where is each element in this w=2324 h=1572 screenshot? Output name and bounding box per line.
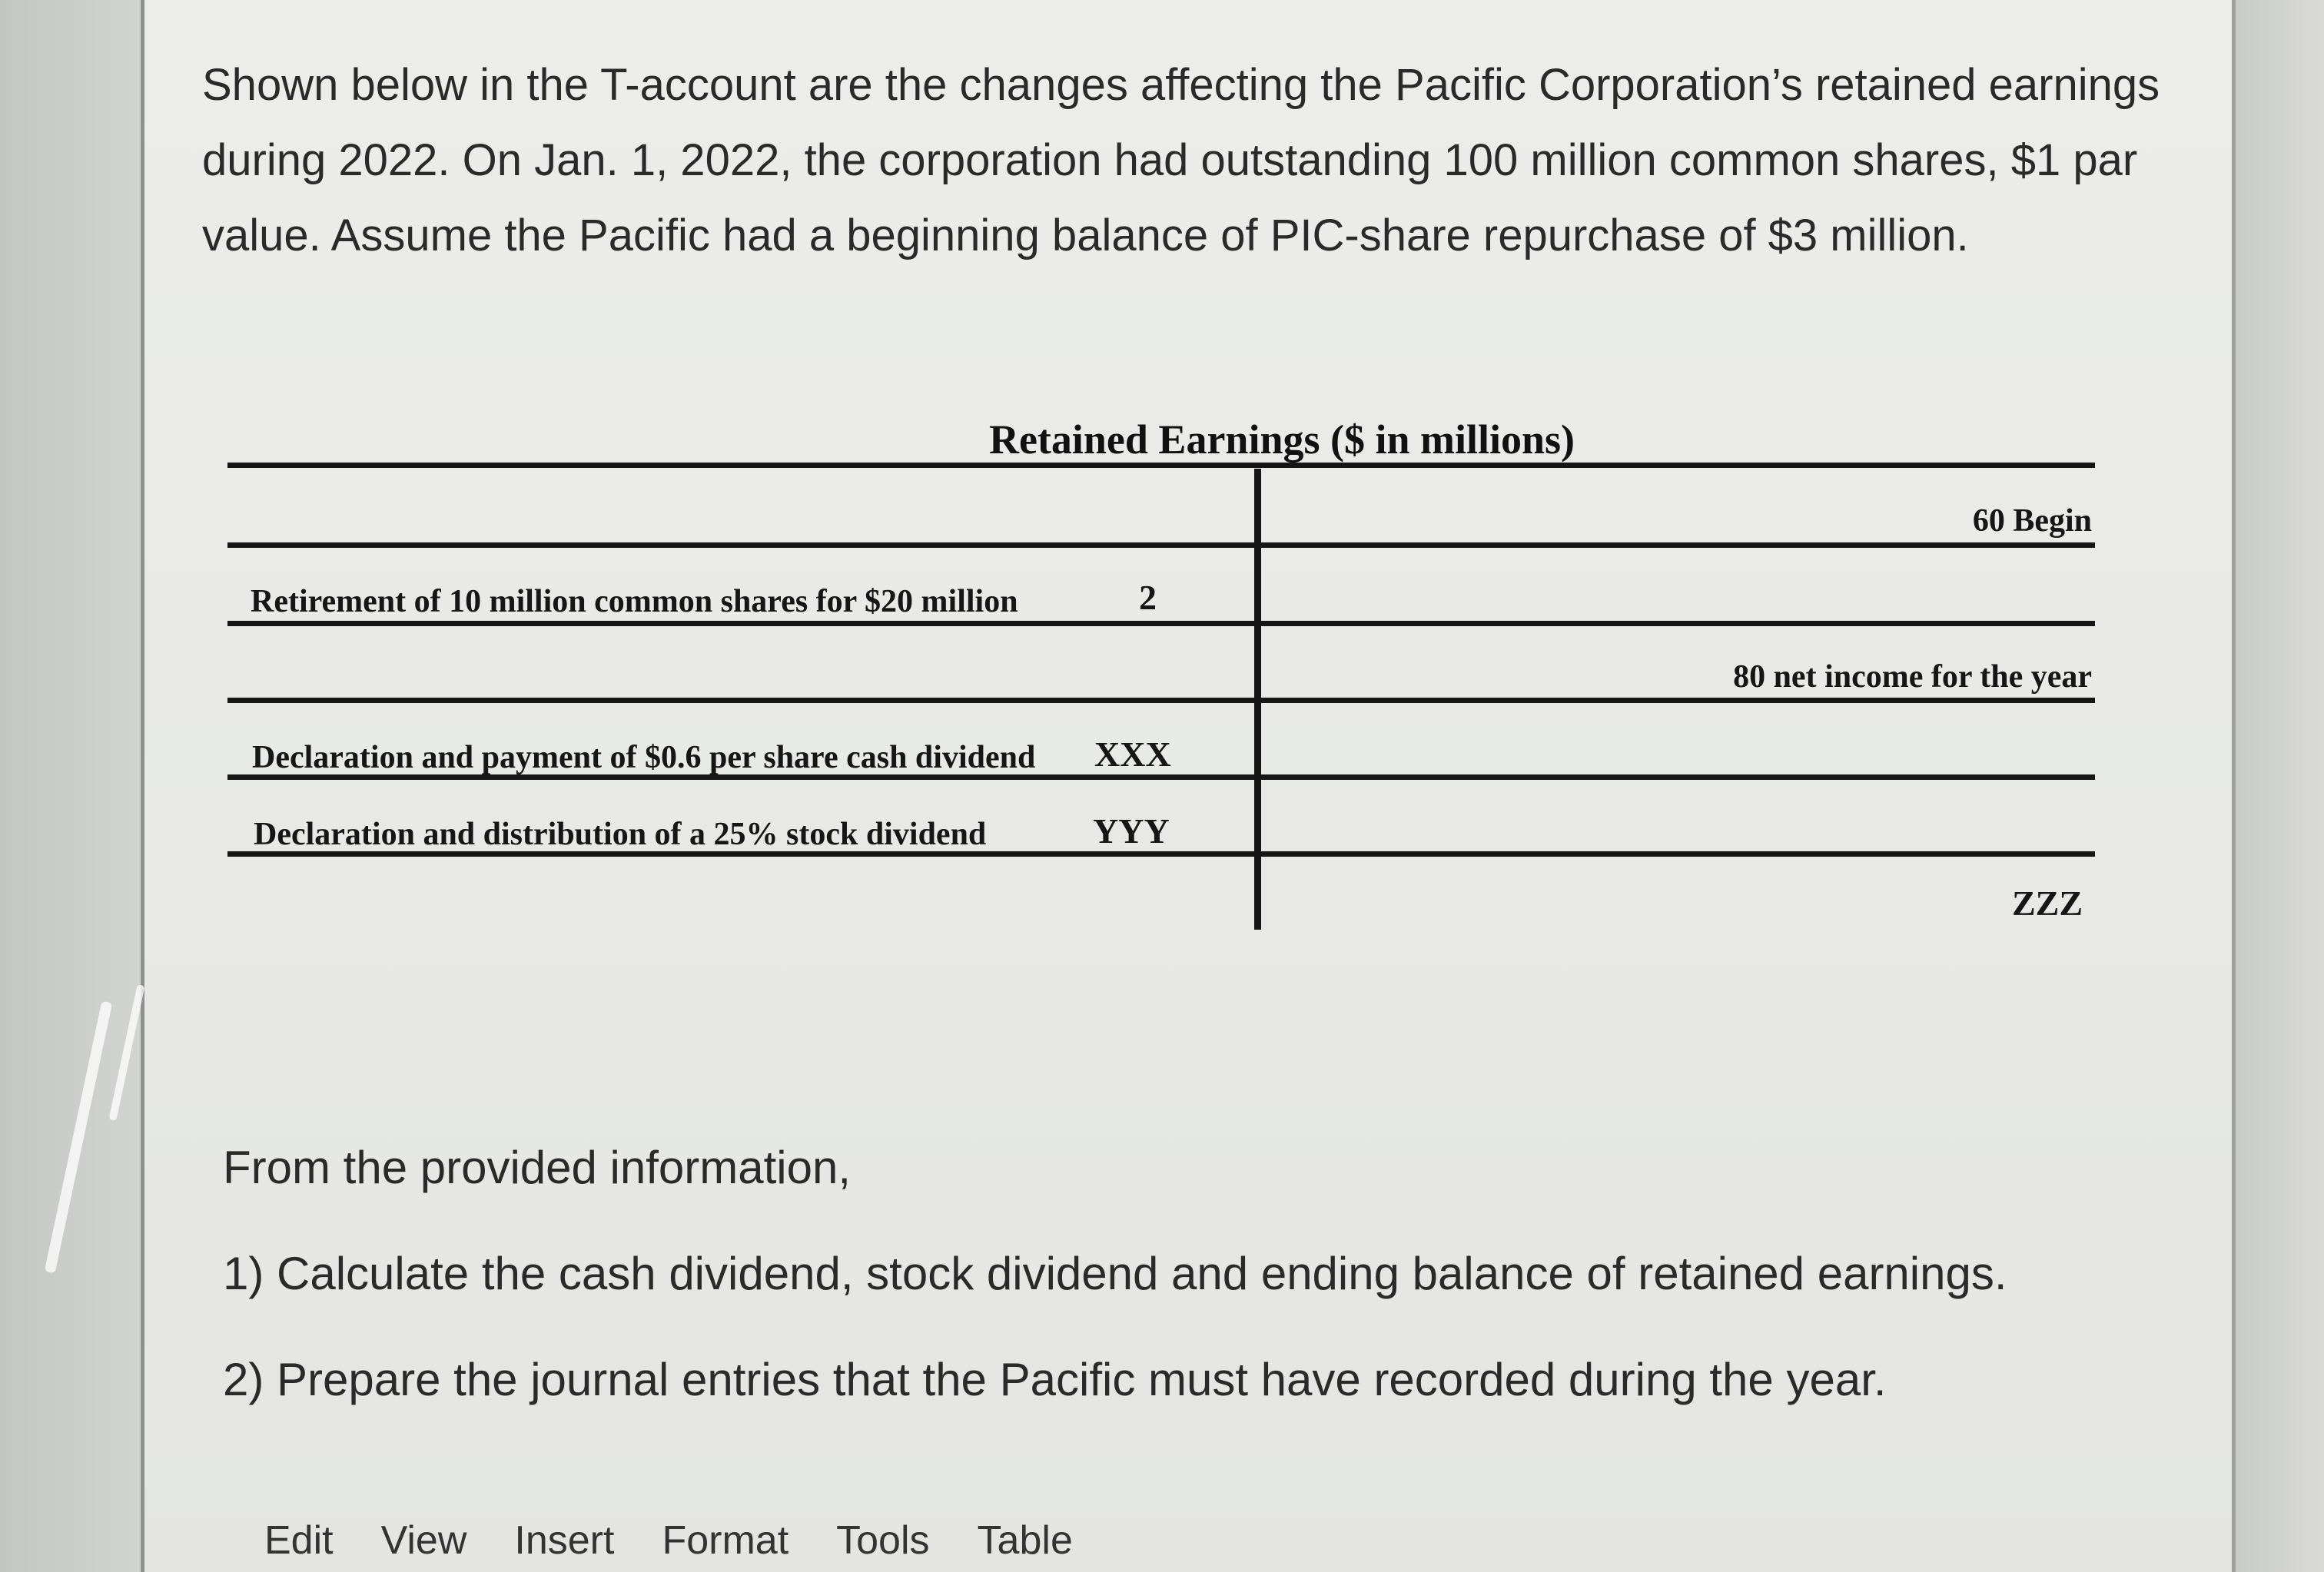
prompt-lead: From the provided information,: [223, 1142, 852, 1193]
t-account-top-line: [227, 463, 2095, 468]
debit-cash-dividend-label: Declaration and payment of $0.6 per share cash dividend: [252, 740, 1036, 775]
credit-begin-balance: 60 Begin: [1972, 503, 2092, 539]
editor-menubar: [264, 1514, 1073, 1567]
credit-net-income: 80 net income for the year: [1733, 659, 2092, 695]
prompt-item: 2) Prepare the journal entries that the Pacific must have recorded during the year.: [223, 1354, 1887, 1405]
debit-retirement-label: Retirement of 10 million common shares for $20 million: [251, 584, 1018, 619]
question-intro: Shown below in the T-account are the changes affecting the Pacific Corporation’s retained earnings during 2022. On Jan. 1, 2022, the corporation had outstanding 100 million common shares, $1 par value. Assume the Pacific had a beginning balance of PIC-share repurchase of $3 million.: [202, 60, 2160, 260]
debit-cash-dividend-amount: XXX: [1094, 735, 1171, 774]
debit-stock-dividend-amount: YYY: [1093, 811, 1170, 851]
left-margin: [0, 0, 142, 1572]
menu-insert[interactable]: Insert: [514, 1518, 615, 1563]
t-account-row-line: [227, 542, 2095, 548]
menu-format[interactable]: Format: [662, 1518, 789, 1563]
menu-tools[interactable]: Tools: [836, 1518, 930, 1563]
t-account-row-line: [227, 621, 2095, 626]
prompt-item: 1) Calculate the cash dividend, stock dividend and ending balance of retained earnings.: [223, 1248, 2007, 1299]
debit-retirement-amount: 2: [1139, 578, 1157, 617]
menu-edit[interactable]: Edit: [264, 1518, 334, 1563]
menu-view[interactable]: View: [380, 1518, 467, 1563]
t-account-divider: [1254, 469, 1261, 930]
page-right-edge: [2232, 0, 2236, 1572]
menu-table[interactable]: Table: [977, 1518, 1073, 1563]
debit-stock-dividend-label: Declaration and distribution of a 25% stock dividend: [254, 817, 987, 852]
credit-ending-balance: ZZZ: [2011, 884, 2083, 923]
question-page: [144, 0, 2232, 1572]
t-account-title: Retained Earnings ($ in millions): [988, 416, 1575, 463]
right-margin: [2232, 0, 2324, 1572]
t-account-row-line: [227, 698, 2095, 703]
